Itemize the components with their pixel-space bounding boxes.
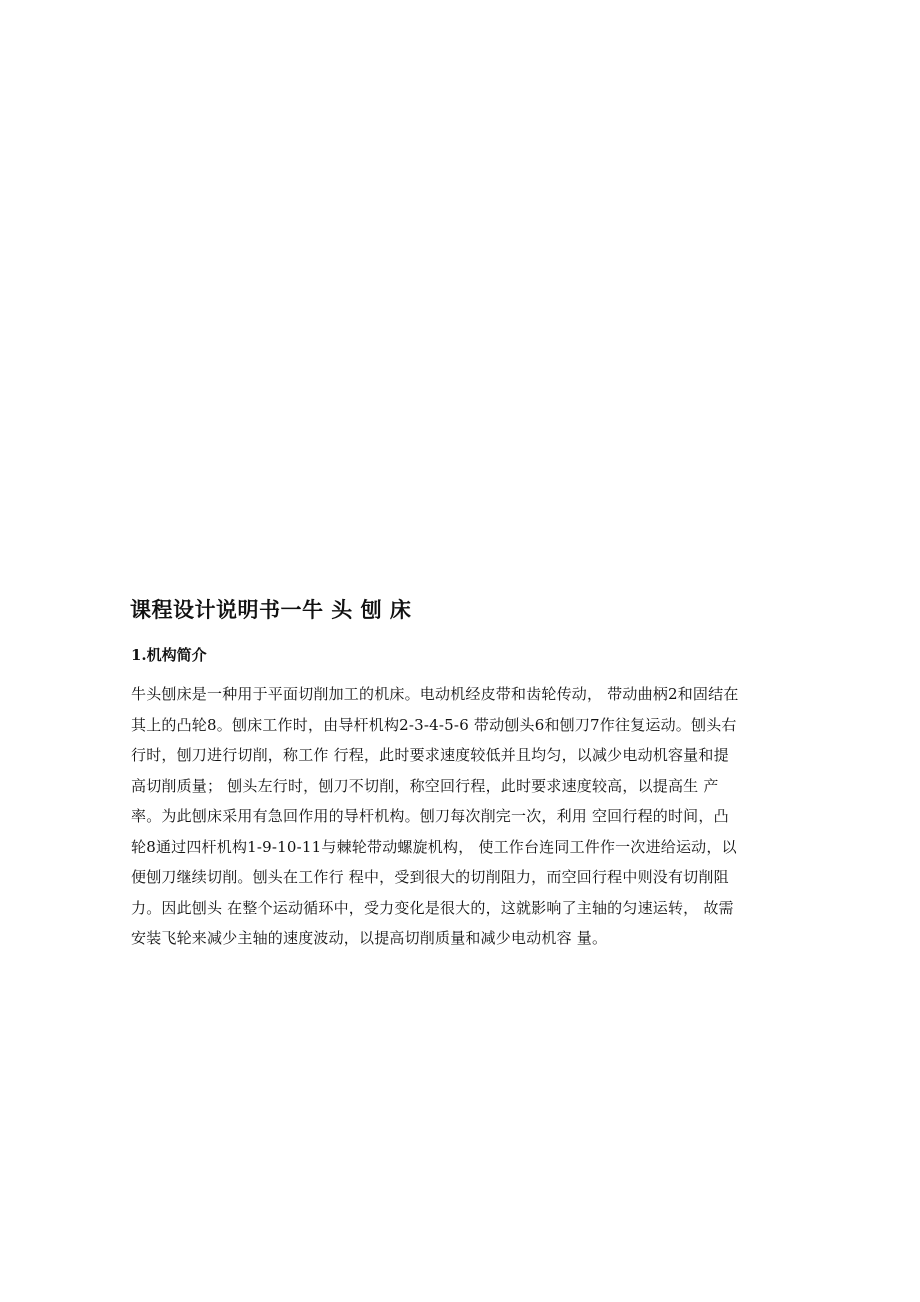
- paragraph-line: 率。为此刨床采用有急回作用的导杆机构。刨刀每次削完一次，利用 空回行程的时间，凸: [131, 807, 729, 825]
- paragraph-line: 力。因此刨头 在整个运动循环中，受力变化是很大的，这就影响了主轴的匀速运转， 故需: [131, 898, 734, 917]
- paragraph-line: 便刨刀继续切削。刨头在工作行 程中，受到很大的切削阻力，而空回行程中则没有切削阻: [131, 868, 729, 886]
- paragraph-line: 牛头刨床是一种用于平面切削加工的机床。电动机经皮带和齿轮传动， 带动曲柄2和固结在: [131, 685, 739, 703]
- paragraph-line: 其上的凸轮8。刨床工作时，由导杆机构2-3-4-5-6 带动刨头6和刨刀7作往复运动。刨头右: [131, 715, 737, 734]
- paragraph-line: 行时，刨刀进行切削，称工作 行程，此时要求速度较低并且均匀，以减少电动机容量和提: [131, 746, 729, 764]
- document-title: 课程设计说明书一牛 头 刨 床: [130, 597, 412, 622]
- body-paragraph: [131, 679, 811, 954]
- section-heading: 1.机构简介: [131, 646, 207, 664]
- paragraph-line: 轮8通过四杆机构1-9-10-11与棘轮带动螺旋机构， 使工作台连同工件作一次进给运动，以: [131, 837, 737, 856]
- paragraph-line: 安装飞轮来减少主轴的速度波动，以提高切削质量和减少电动机容 量。: [131, 929, 608, 947]
- paragraph-line: 高切削质量； 刨头左行时，刨刀不切削，称空回行程，此时要求速度较高，以提高生 产: [131, 776, 719, 795]
